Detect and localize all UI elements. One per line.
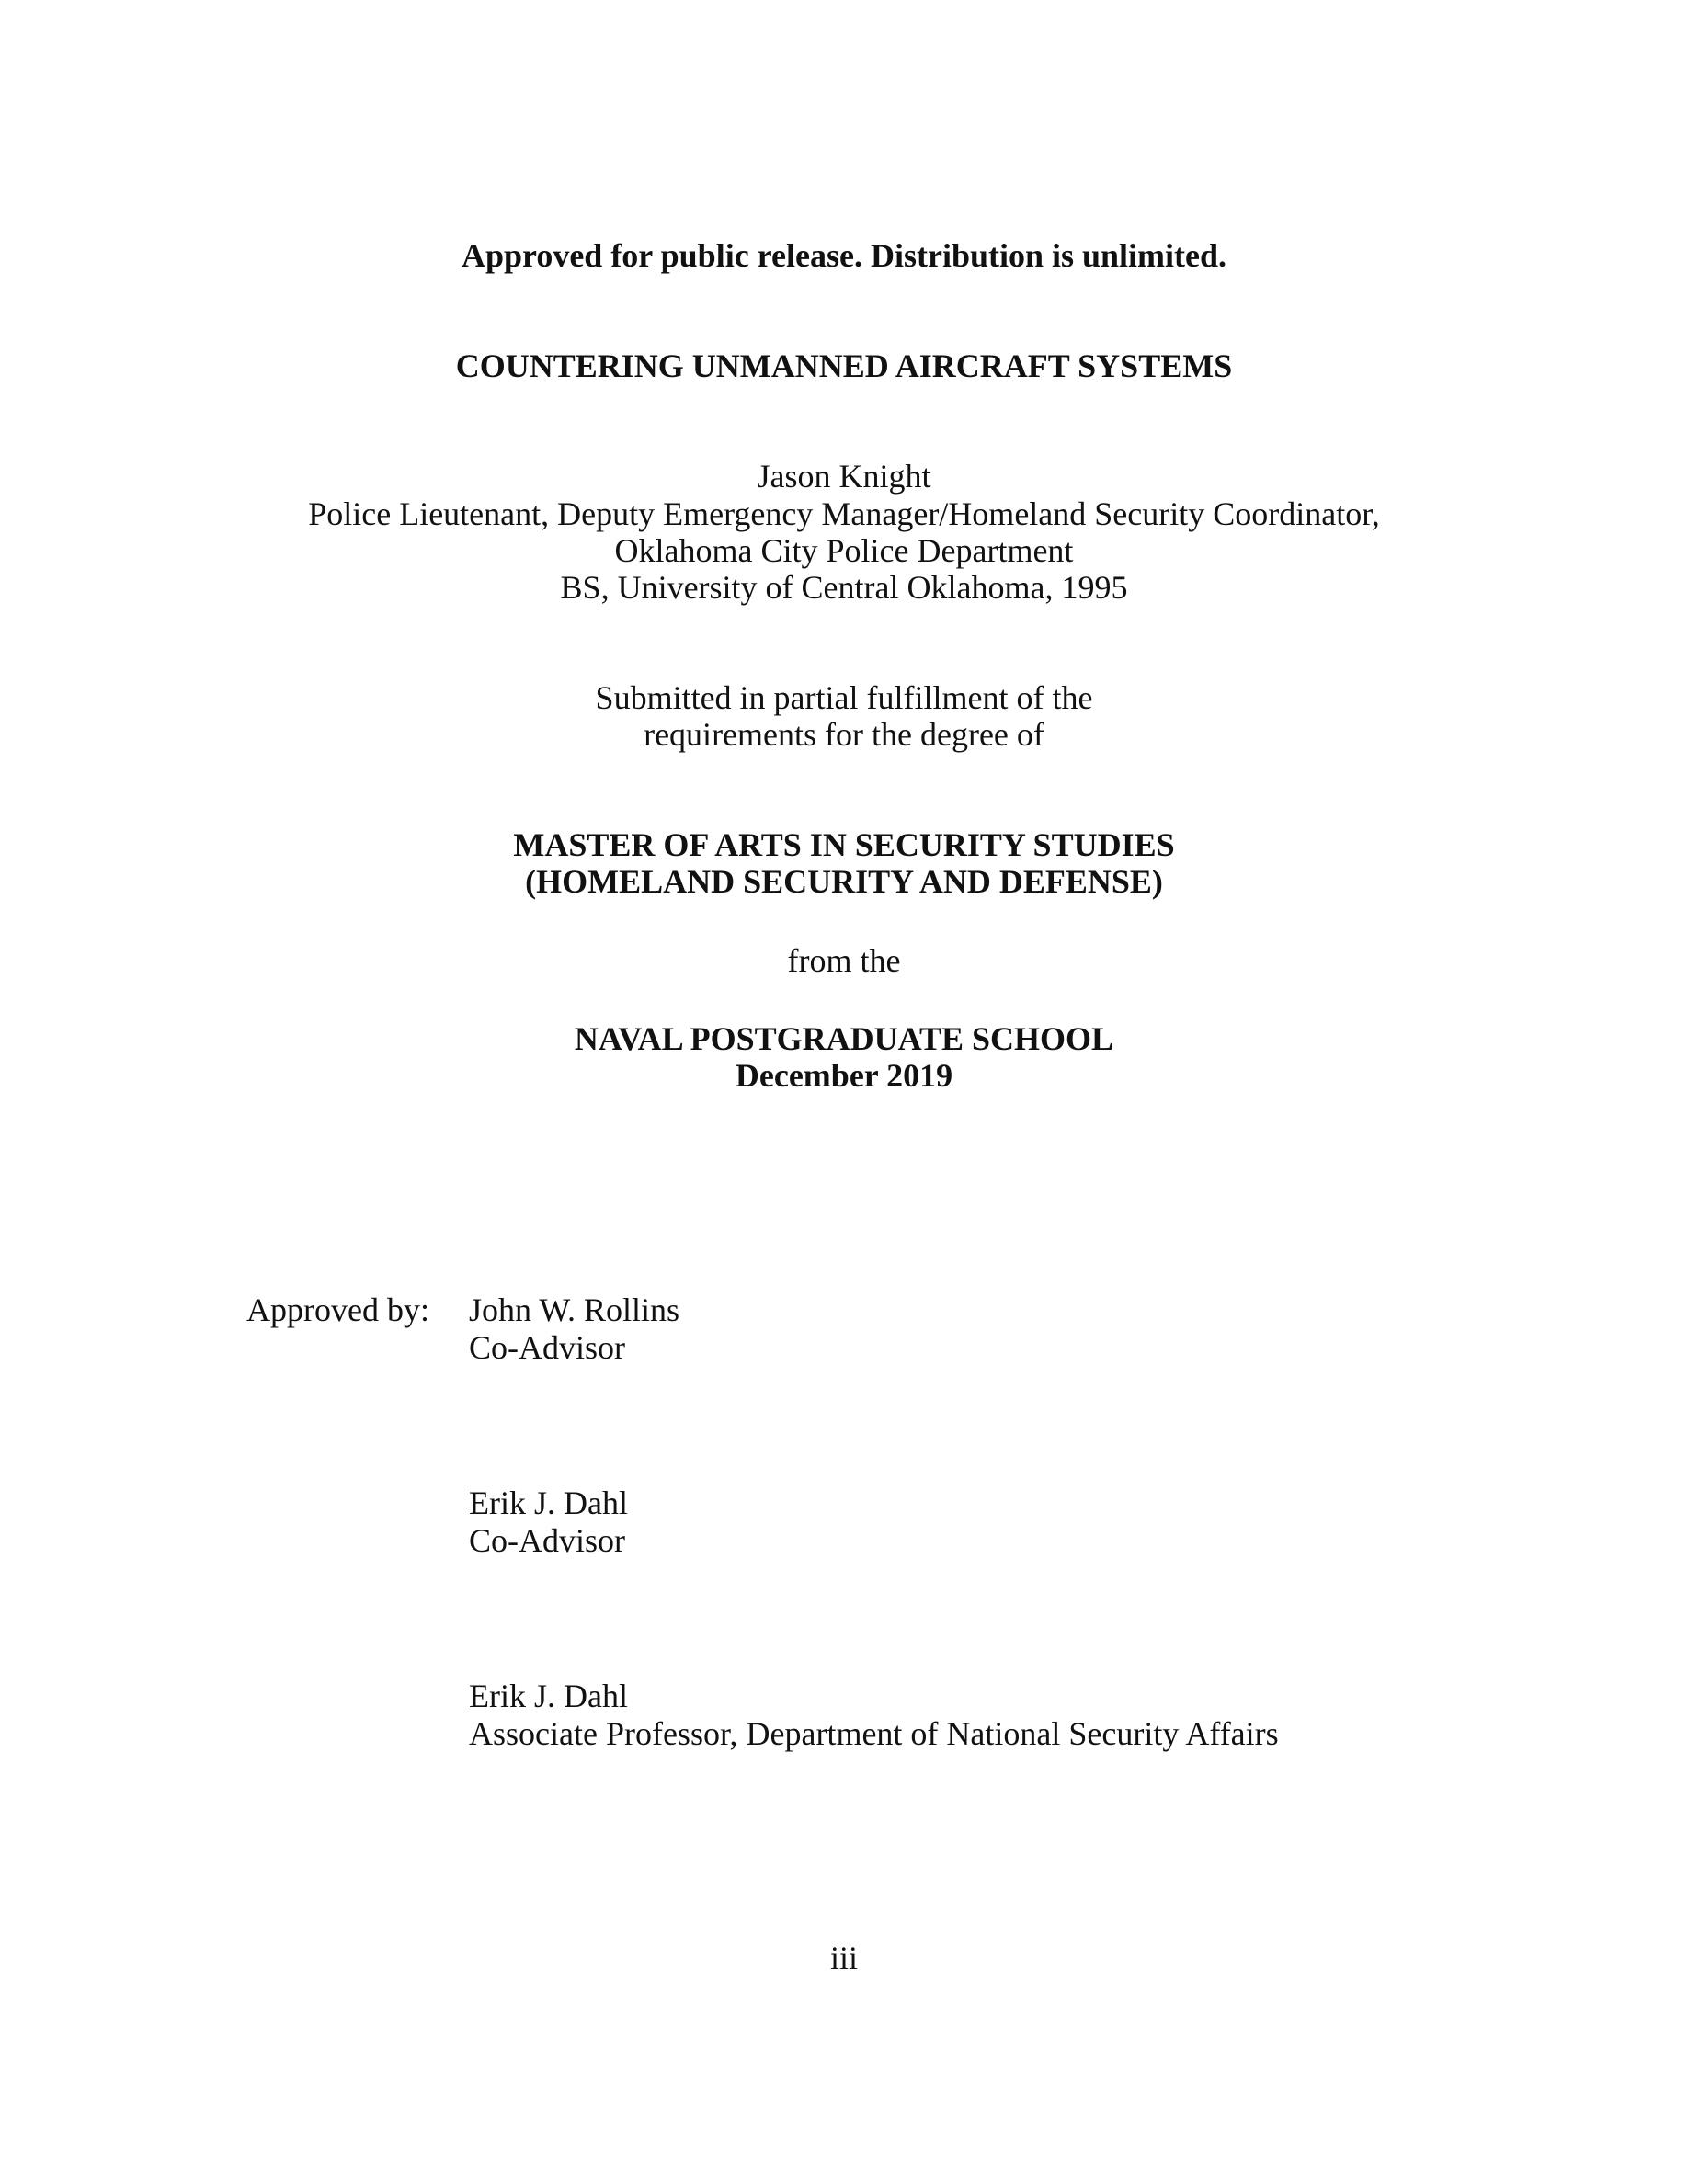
signer-role: Associate Professor, Department of National Security Affairs: [469, 1715, 1279, 1752]
submission-line-1: Submitted in partial fulfillment of the: [595, 679, 1093, 716]
degree-line-1: MASTER OF ARTS IN SECURITY STUDIES: [513, 826, 1175, 863]
author-position: Police Lieutenant, Deputy Emergency Manager/Homeland Security Coordinator,: [308, 495, 1380, 532]
institution-date: December 2019: [735, 1057, 953, 1094]
signer-name: John W. Rollins: [469, 1291, 680, 1328]
signer-block: [469, 1291, 679, 1367]
author-organization: Oklahoma City Police Department: [614, 532, 1074, 569]
author-name: Jason Knight: [757, 458, 931, 495]
submission-line-2: requirements for the degree of: [644, 716, 1044, 753]
institution-name: NAVAL POSTGRADUATE SCHOOL: [574, 1020, 1114, 1057]
signer-role: Co-Advisor: [469, 1329, 625, 1366]
release-statement: Approved for public release. Distribution is unlimited.: [461, 237, 1227, 274]
thesis-title: COUNTERING UNMANNED AIRCRAFT SYSTEMS: [455, 347, 1233, 384]
signer-name: Erik J. Dahl: [469, 1484, 628, 1521]
signer-name: Erik J. Dahl: [469, 1678, 628, 1714]
degree-line-2: (HOMELAND SECURITY AND DEFENSE): [525, 863, 1163, 900]
author-prior-degree: BS, University of Central Oklahoma, 1995: [560, 569, 1128, 606]
signer-block: [469, 1678, 1279, 1753]
signer-block: [469, 1484, 628, 1560]
from-text: from the: [787, 942, 901, 979]
signer-role: Co-Advisor: [469, 1522, 625, 1559]
page-number: iii: [829, 1939, 858, 1976]
approved-by-label: Approved by:: [246, 1291, 429, 1328]
